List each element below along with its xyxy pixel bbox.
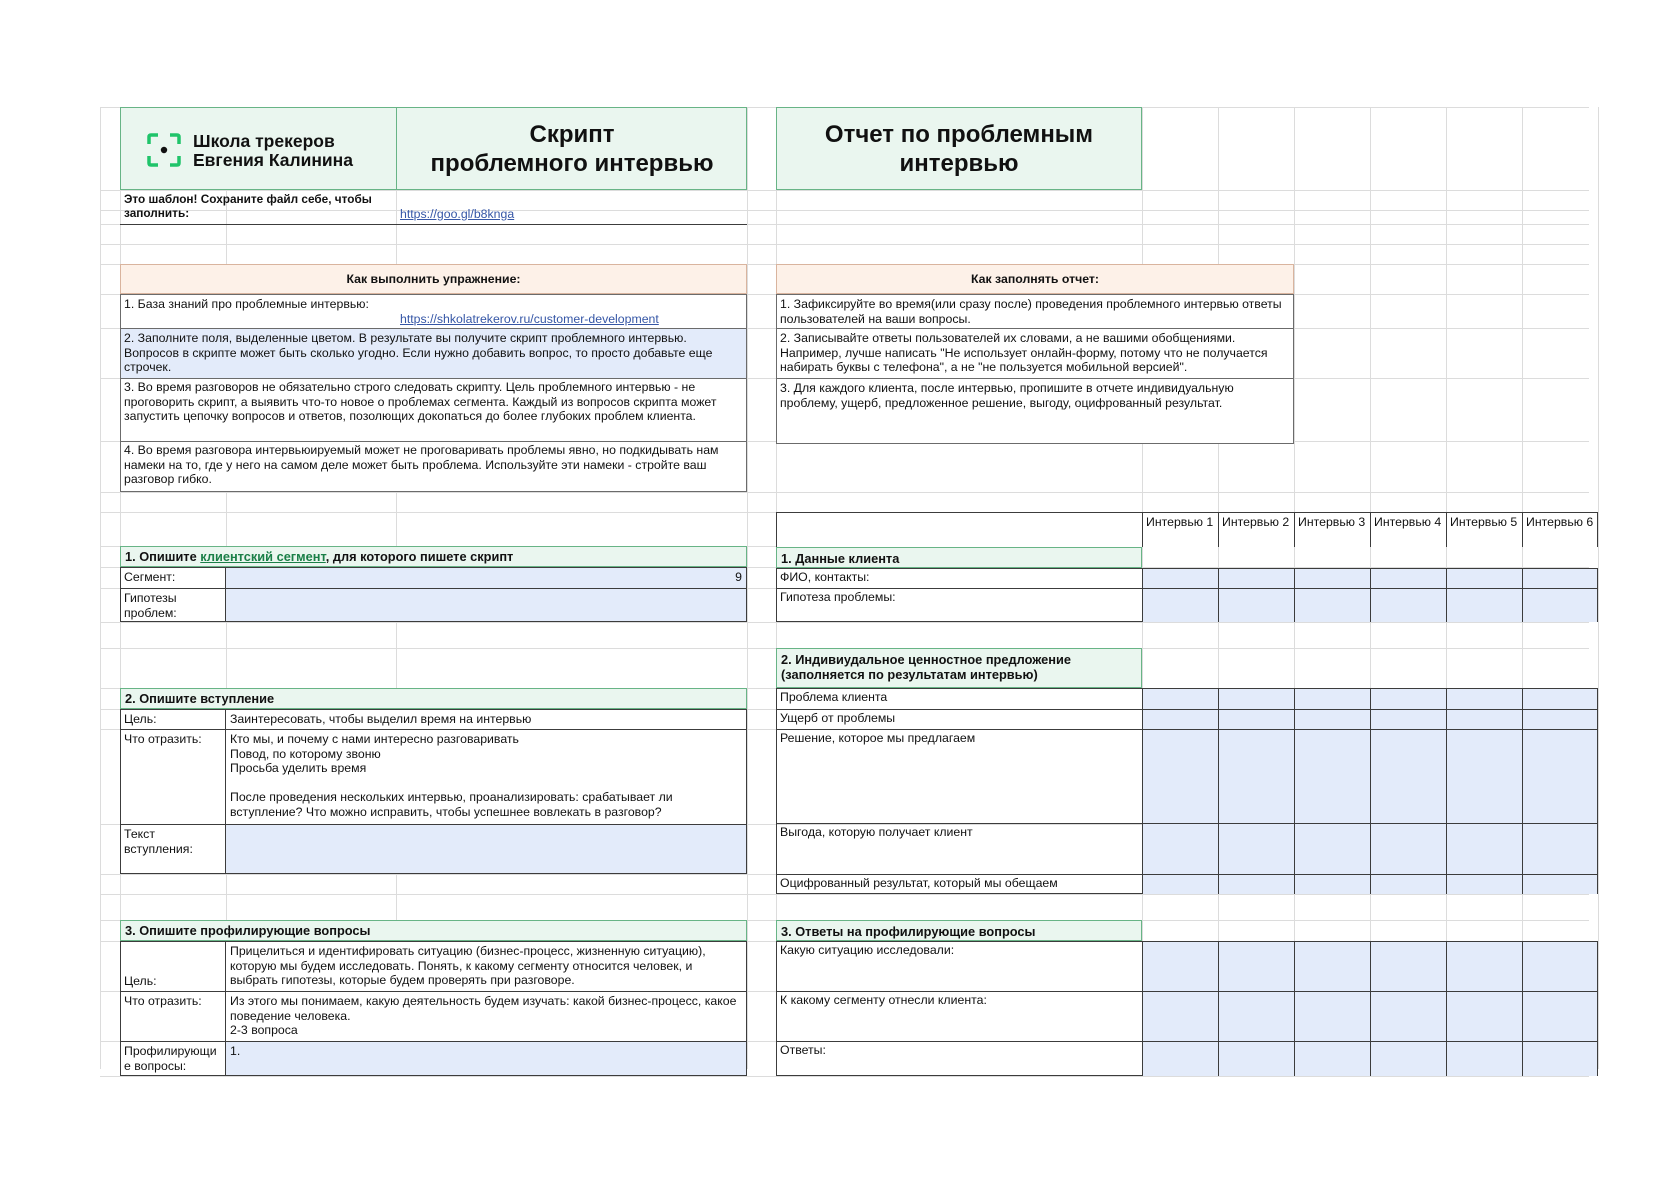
value-proposition-row-label: Выгода, которую получает клиент	[780, 825, 973, 839]
profile-answers-row-label: Какую ситуацию исследовали:	[780, 943, 955, 957]
rule	[1294, 688, 1295, 894]
template-link[interactable]: https://goo.gl/b8knga	[400, 206, 515, 221]
report-howto-step2: 2. Записывайте ответы пользователей их словами, а не вашими обобщениями. Например, лучше написать "Не использует онлайн-форму, потому что не получается набирать буквы с телефона", а не "не пользуется мобильной версией".	[780, 331, 1268, 374]
value-proposition-answer-cell[interactable]	[1523, 730, 1598, 823]
profile-answers-answer-cell[interactable]	[1523, 992, 1598, 1041]
value-proposition-row-label: Решение, которое мы предлагаем	[780, 731, 976, 745]
section1-title	[120, 546, 747, 567]
rule	[1294, 568, 1295, 622]
value-proposition-row-label: Оцифрованный результат, который мы обещаем	[780, 876, 1058, 890]
value-proposition-answer-cell[interactable]	[1295, 824, 1370, 874]
rule	[120, 224, 747, 225]
profile-goal-label: Цель:	[124, 974, 157, 988]
rule	[1446, 688, 1447, 894]
value-proposition-answer-cell[interactable]	[1143, 875, 1218, 894]
value-proposition-answer-cell[interactable]	[1371, 710, 1446, 729]
section1-title-post: , для которого пишете скрипт	[325, 549, 514, 564]
client-data-answer-cell[interactable]	[1295, 569, 1370, 588]
value-proposition-answer-cell[interactable]	[1371, 824, 1446, 874]
rule	[776, 588, 1598, 589]
value-proposition-row-label: Проблема клиента	[780, 690, 888, 704]
value-proposition-answer-cell[interactable]	[1295, 710, 1370, 729]
intro-reflect-value: Кто мы, и почему с нами интересно разговаривать Повод, по которому звоню Просьба уделить время После проведения нескольких интервью, проанализировать: срабатывает ли вступление? Что можно исправить, чтобы успешнее вовлекать в разговор?	[230, 732, 673, 819]
template-link-cell	[396, 190, 696, 221]
rule	[1218, 568, 1219, 622]
rule	[776, 991, 1598, 992]
report-howto-step3: 3. Для каждого клиента, после интервью, пропишите в отчете индивидуальную проблему, ущерб, предложенное решение, выгоду, оцифрованный результат.	[780, 381, 1234, 410]
profile-answers-answer-cell[interactable]	[1143, 942, 1218, 991]
intro-reflect-label: Что отразить:	[124, 732, 202, 746]
rule	[776, 874, 1598, 875]
profile-answers-answer-cell[interactable]	[1447, 992, 1522, 1041]
howto-title: Как выполнить упражнение:	[346, 272, 521, 286]
grid-line	[100, 492, 1589, 493]
profile-q-input[interactable]: 1.	[230, 1044, 241, 1058]
intro-text-label: Текст вступления:	[124, 827, 193, 856]
interview-header-3: Интервью 3	[1298, 515, 1366, 529]
rule	[1446, 568, 1447, 622]
intro-goal-label: Цель:	[124, 712, 157, 726]
profile-q-label: Профилирующи е вопросы:	[124, 1044, 217, 1073]
profile-reflect-label: Что отразить:	[124, 994, 202, 1008]
grid-line	[100, 622, 1589, 623]
rule	[776, 729, 1598, 730]
rule	[1370, 941, 1371, 1076]
brand-logo	[147, 133, 181, 171]
profile-answers-row-label: Ответы:	[780, 1043, 826, 1057]
profile-answers-answer-cell[interactable]	[1219, 1042, 1294, 1076]
grid-line	[100, 1076, 1589, 1077]
hypothesis-label: Гипотезы проблем:	[124, 591, 177, 620]
profile-answers-answer-cell[interactable]	[1295, 992, 1370, 1041]
client-data-answer-cell[interactable]	[1523, 589, 1598, 622]
value-proposition-answer-cell[interactable]	[1295, 689, 1370, 709]
profile-answers-answer-cell[interactable]	[1295, 942, 1370, 991]
rule	[1294, 941, 1295, 1076]
grid-line	[100, 894, 1589, 895]
report-howto-title: Как заполнять отчет:	[970, 272, 1100, 286]
value-proposition-answer-cell[interactable]	[1219, 689, 1294, 709]
client-data-title: 1. Данные клиента	[776, 547, 1142, 568]
value-proposition-answer-cell[interactable]	[1143, 824, 1218, 874]
brand-line-1: Школа трекеров	[193, 131, 335, 151]
value-proposition-answer-cell[interactable]	[1143, 689, 1218, 709]
profile-answers-answer-cell[interactable]	[1143, 992, 1218, 1041]
rule	[1142, 688, 1143, 894]
grid-line	[1598, 107, 1599, 1069]
rule	[1522, 568, 1523, 622]
value-proposition-row-label: Ущерб от проблемы	[780, 711, 896, 725]
client-data-row-label: Гипотеза проблемы:	[780, 590, 896, 604]
value-proposition-answer-cell[interactable]	[1447, 730, 1522, 823]
hypothesis-input[interactable]	[226, 589, 746, 621]
howto-step1-link-cell	[396, 295, 736, 326]
brackets-icon	[147, 133, 181, 167]
client-data-answer-cell[interactable]	[1143, 569, 1218, 588]
profile-goal-value: Прицелиться и идентифировать ситуацию (бизнес-процесс, жизненную ситуацию), которую мы будем исследовать. Понять, к какому сегменту относится человек, и выбрать гипотезы, которые будем проверять при разговоре.	[230, 944, 706, 987]
howto-step1-link[interactable]: https://shkolatrekerov.ru/customer-development	[400, 311, 659, 326]
value-proposition-answer-cell[interactable]	[1371, 875, 1446, 894]
value-proposition-answer-cell[interactable]	[1295, 875, 1370, 894]
value-proposition-answer-cell[interactable]	[1219, 710, 1294, 729]
value-proposition-answer-cell[interactable]	[1523, 710, 1598, 729]
client-data-row-label: ФИО, контакты:	[780, 570, 870, 584]
rule	[1142, 941, 1143, 1076]
client-data-answer-cell[interactable]	[1219, 589, 1294, 622]
value-proposition-title: 2. Индивиудальное ценностное предложение (заполняется по результатам интервью)	[776, 648, 1142, 688]
value-proposition-answer-cell[interactable]	[1371, 730, 1446, 823]
value-proposition-answer-cell[interactable]	[1523, 875, 1598, 894]
profile-answers-answer-cell[interactable]	[1371, 1042, 1446, 1076]
value-proposition-answer-cell[interactable]	[1219, 875, 1294, 894]
value-proposition-answer-cell[interactable]	[1143, 710, 1218, 729]
rule	[1142, 568, 1143, 622]
brand-name	[193, 132, 353, 170]
howto-step1-label: 1. База знаний про проблемные интервью:	[124, 297, 369, 311]
rule	[776, 1041, 1598, 1042]
intro-goal-value: Заинтересовать, чтобы выделил время на интервью	[230, 712, 532, 726]
profile-answers-answer-cell[interactable]	[1447, 1042, 1522, 1076]
rule	[1370, 688, 1371, 894]
grid-line	[100, 244, 1589, 245]
interview-header-2: Интервью 2	[1222, 515, 1290, 529]
section1-title-pre: 1. Опишите	[125, 549, 201, 564]
section2-title: 2. Опишите вступление	[120, 688, 747, 709]
value-proposition-answer-cell[interactable]	[1447, 824, 1522, 874]
client-data-answer-cell[interactable]	[1371, 589, 1446, 622]
segment-label: Сегмент:	[124, 570, 176, 584]
client-data-answer-cell[interactable]	[1447, 569, 1522, 588]
rule	[1522, 941, 1523, 1076]
brand-line-2: Евгения Калинина	[193, 150, 353, 170]
rule	[1522, 688, 1523, 894]
rule	[1218, 688, 1219, 894]
howto-step2: 2. Заполните поля, выделенные цветом. В результате вы получите скрипт проблемного интервью. Вопросов в скрипте может быть сколько угодно. Если нужно добавить вопрос, то просто добавьте еще строчек.	[124, 331, 713, 374]
value-proposition-answer-cell[interactable]	[1447, 689, 1522, 709]
profile-answers-answer-cell[interactable]	[1447, 942, 1522, 991]
intro-text-input[interactable]	[226, 825, 746, 873]
value-proposition-answer-cell[interactable]	[1447, 710, 1522, 729]
rule	[776, 823, 1598, 824]
interview-header-6: Интервью 6	[1526, 515, 1594, 529]
report-title: Отчет по проблемным интервью	[824, 120, 1094, 177]
rule	[1218, 941, 1219, 1076]
profile-answers-answer-cell[interactable]	[1371, 992, 1446, 1041]
segment-link[interactable]: клиентский сегмент	[200, 549, 326, 564]
interview-header-4: Интервью 4	[1374, 515, 1442, 529]
client-data-answer-cell[interactable]	[1219, 569, 1294, 588]
profile-reflect-value: Из этого мы понимаем, какую деятельность будем изучать: какой бизнес-процесс, какое поведение человека. 2-3 вопроса	[230, 994, 737, 1037]
profile-answers-answer-cell[interactable]	[1523, 1042, 1598, 1076]
value-proposition-answer-cell[interactable]	[1219, 730, 1294, 823]
profile-answers-answer-cell[interactable]	[1523, 942, 1598, 991]
profile-answers-title: 3. Ответы на профилирующие вопросы	[776, 920, 1142, 941]
howto-step4: 4. Во время разговора интервьюируемый может не проговаривать проблемы явно, но подкидывать нам намеки на то, где у него на самом деле может быть проблема. Используйте эти намеки - стройте ваш разговор гибко.	[124, 443, 719, 486]
value-proposition-answer-cell[interactable]	[1523, 824, 1598, 874]
rule	[1370, 568, 1371, 622]
profile-answers-answer-cell[interactable]	[1219, 992, 1294, 1041]
client-data-answer-cell[interactable]	[1371, 569, 1446, 588]
value-proposition-answer-cell[interactable]	[1371, 689, 1446, 709]
interview-header-1: Интервью 1	[1146, 515, 1214, 529]
value-proposition-answer-cell[interactable]	[1219, 824, 1294, 874]
value-proposition-answer-cell[interactable]	[1143, 730, 1218, 823]
howto-step3: 3. Во время разговоров не обязательно строго следовать скрипту. Цель проблемного интервью - не проговорить скрипт, а выявить что-то новое о проблемах сегмента. Каждый из вопросов скрипта может запустить цепочку вопросов и ответов, позолющих докопаться до более глубоких проблем клиента.	[124, 380, 717, 423]
value-proposition-answer-cell[interactable]	[1295, 730, 1370, 823]
interview-header-5: Интервью 5	[1450, 515, 1518, 529]
profile-answers-answer-cell[interactable]	[1371, 942, 1446, 991]
segment-input[interactable]: 9	[735, 570, 742, 584]
client-data-answer-cell[interactable]	[1143, 589, 1218, 622]
report-howto-step1: 1. Зафиксируйте во время(или сразу после) проведения проблемного интервью ответы пользователей на ваши вопросы.	[780, 297, 1282, 326]
value-proposition-answer-cell[interactable]	[1523, 689, 1598, 709]
template-note-label: Это шаблон! Сохраните файл себе, чтобы заполнить:	[124, 192, 372, 220]
script-title: Скрипт проблемного интервью	[430, 121, 714, 177]
client-data-answer-cell[interactable]	[1295, 589, 1370, 622]
rule	[776, 709, 1598, 710]
client-data-answer-cell[interactable]	[1447, 589, 1522, 622]
rule	[1446, 941, 1447, 1076]
client-data-answer-cell[interactable]	[1523, 569, 1598, 588]
profile-answers-answer-cell[interactable]	[1295, 1042, 1370, 1076]
value-proposition-answer-cell[interactable]	[1447, 875, 1522, 894]
profile-answers-answer-cell[interactable]	[1143, 1042, 1218, 1076]
profile-answers-answer-cell[interactable]	[1219, 942, 1294, 991]
profile-answers-row-label: К какому сегменту отнесли клиента:	[780, 993, 987, 1007]
section3-title: 3. Опишите профилирующие вопросы	[120, 920, 747, 941]
